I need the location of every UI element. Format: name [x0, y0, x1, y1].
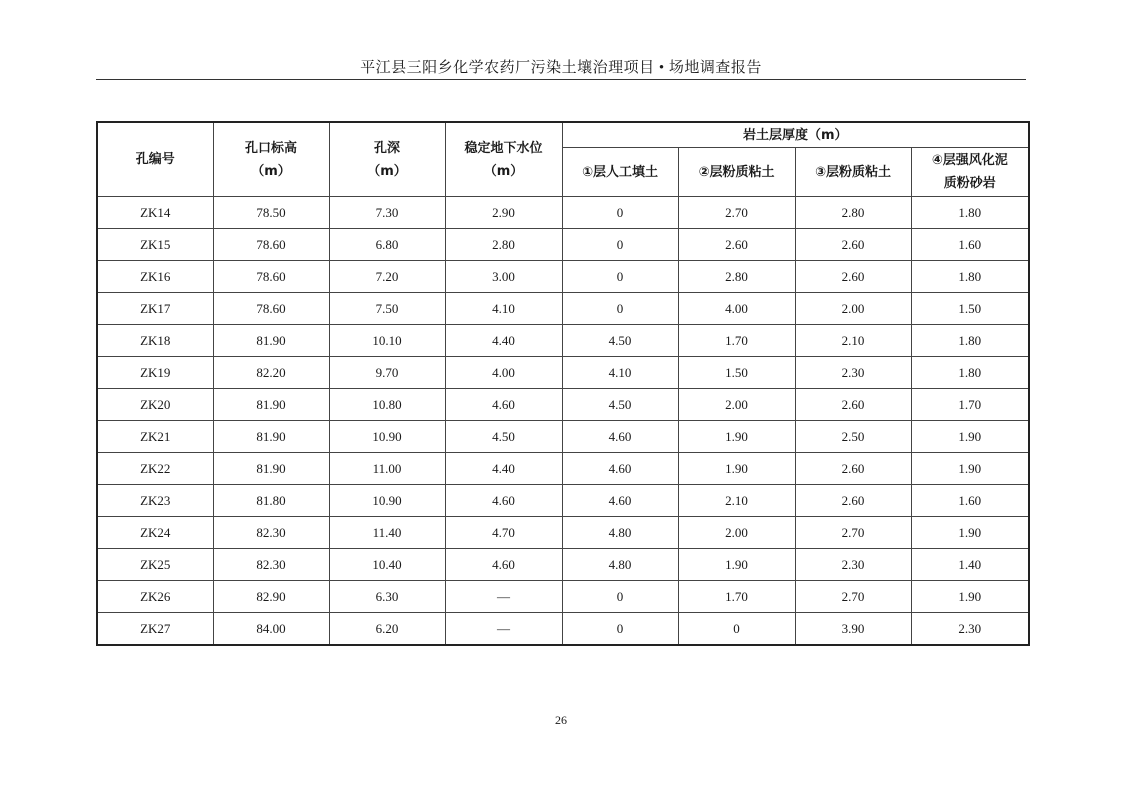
cell-layer-1: 0	[562, 229, 678, 261]
table-row	[97, 613, 1029, 646]
table-body	[97, 197, 1029, 646]
cell-depth: 11.40	[329, 517, 445, 549]
cell-layer-3: 2.60	[795, 485, 911, 517]
cell-layer-3: 2.60	[795, 229, 911, 261]
table-row	[97, 357, 1029, 389]
table-row	[97, 485, 1029, 517]
header-depth-label: 孔深	[373, 140, 400, 156]
cell-layer-2: 2.10	[678, 485, 795, 517]
table-row	[97, 389, 1029, 421]
cell-layer-1: 0	[562, 261, 678, 293]
cell-layer-2: 1.90	[678, 453, 795, 485]
cell-hole-id: ZK24	[97, 517, 213, 549]
cell-layer-4: 1.70	[911, 389, 1029, 421]
cell-layer-3: 2.60	[795, 453, 911, 485]
cell-layer-1: 4.50	[562, 325, 678, 357]
cell-hole-id: ZK22	[97, 453, 213, 485]
cell-layer-4: 2.30	[911, 613, 1029, 646]
cell-layer-2: 2.70	[678, 197, 795, 229]
cell-layer-2: 2.60	[678, 229, 795, 261]
cell-layer-2: 2.00	[678, 517, 795, 549]
cell-layer-4: 1.90	[911, 421, 1029, 453]
cell-elevation: 78.50	[213, 197, 329, 229]
page-number: 26	[555, 713, 567, 727]
cell-hole-id: ZK27	[97, 613, 213, 646]
cell-layer-1: 4.60	[562, 453, 678, 485]
cell-water-level: 4.00	[445, 357, 562, 389]
cell-elevation: 81.90	[213, 421, 329, 453]
cell-layer-2: 4.00	[678, 293, 795, 325]
cell-water-level: 4.10	[445, 293, 562, 325]
cell-hole-id: ZK16	[97, 261, 213, 293]
table-row	[97, 229, 1029, 261]
cell-layer-2: 0	[678, 613, 795, 646]
cell-water-level: 2.80	[445, 229, 562, 261]
cell-water-level: 3.00	[445, 261, 562, 293]
table-row	[97, 325, 1029, 357]
header-layer-thickness-group: 岩土层厚度（m）	[562, 122, 1029, 148]
cell-elevation: 81.80	[213, 485, 329, 517]
table-row	[97, 549, 1029, 581]
table-row	[97, 453, 1029, 485]
cell-hole-id: ZK26	[97, 581, 213, 613]
cell-depth: 11.00	[329, 453, 445, 485]
header-depth-unit: （m）	[367, 163, 407, 179]
cell-elevation: 82.30	[213, 549, 329, 581]
header-divider	[96, 79, 1026, 80]
page-header-title: 平江县三阳乡化学农药厂污染土壤治理项目 • 场地调查报告	[360, 60, 762, 76]
cell-layer-4: 1.80	[911, 197, 1029, 229]
header-layer-3: ③层粉质粘土	[795, 148, 911, 197]
cell-layer-1: 4.80	[562, 549, 678, 581]
header-elevation-unit: （m）	[251, 163, 291, 179]
cell-elevation: 82.30	[213, 517, 329, 549]
cell-layer-3: 3.90	[795, 613, 911, 646]
cell-layer-2: 1.90	[678, 549, 795, 581]
cell-depth: 6.80	[329, 229, 445, 261]
cell-water-level: 4.70	[445, 517, 562, 549]
cell-layer-1: 0	[562, 293, 678, 325]
cell-layer-2: 1.70	[678, 325, 795, 357]
cell-elevation: 82.20	[213, 357, 329, 389]
cell-layer-4: 1.40	[911, 549, 1029, 581]
cell-depth: 6.30	[329, 581, 445, 613]
cell-layer-1: 0	[562, 581, 678, 613]
cell-layer-4: 1.90	[911, 581, 1029, 613]
cell-layer-1: 4.60	[562, 485, 678, 517]
cell-elevation: 78.60	[213, 293, 329, 325]
cell-layer-3: 2.30	[795, 357, 911, 389]
cell-layer-1: 4.60	[562, 421, 678, 453]
cell-layer-3: 2.00	[795, 293, 911, 325]
cell-layer-1: 0	[562, 197, 678, 229]
cell-elevation: 81.90	[213, 453, 329, 485]
table-row	[97, 261, 1029, 293]
header-layer-2: ②层粉质粘土	[678, 148, 795, 197]
cell-layer-4: 1.80	[911, 261, 1029, 293]
cell-depth: 7.20	[329, 261, 445, 293]
cell-layer-4: 1.60	[911, 485, 1029, 517]
cell-layer-4: 1.80	[911, 357, 1029, 389]
cell-layer-3: 2.30	[795, 549, 911, 581]
cell-depth: 10.90	[329, 421, 445, 453]
cell-layer-3: 2.50	[795, 421, 911, 453]
cell-hole-id: ZK20	[97, 389, 213, 421]
cell-hole-id: ZK21	[97, 421, 213, 453]
header-elevation	[213, 122, 329, 197]
cell-layer-1: 4.10	[562, 357, 678, 389]
cell-elevation: 84.00	[213, 613, 329, 646]
header-water-level-unit: （m）	[483, 163, 524, 179]
cell-layer-3: 2.10	[795, 325, 911, 357]
header-layer-4-line-1: ④层强风化泥	[931, 153, 1008, 168]
cell-elevation: 78.60	[213, 229, 329, 261]
cell-water-level: 4.60	[445, 389, 562, 421]
cell-layer-4: 1.50	[911, 293, 1029, 325]
cell-hole-id: ZK17	[97, 293, 213, 325]
cell-water-level: 4.40	[445, 453, 562, 485]
header-water-level	[445, 122, 562, 197]
header-hole-id: 孔编号	[97, 122, 213, 197]
cell-layer-3: 2.60	[795, 261, 911, 293]
cell-hole-id: ZK15	[97, 229, 213, 261]
cell-elevation: 81.90	[213, 389, 329, 421]
cell-layer-2: 2.00	[678, 389, 795, 421]
cell-layer-4: 1.90	[911, 517, 1029, 549]
cell-layer-1: 4.80	[562, 517, 678, 549]
cell-elevation: 82.90	[213, 581, 329, 613]
cell-water-level: 4.60	[445, 549, 562, 581]
cell-layer-1: 4.50	[562, 389, 678, 421]
cell-hole-id: ZK25	[97, 549, 213, 581]
cell-water-level: 2.90	[445, 197, 562, 229]
cell-depth: 10.40	[329, 549, 445, 581]
cell-water-level: 4.40	[445, 325, 562, 357]
cell-layer-3: 2.60	[795, 389, 911, 421]
cell-water-level: 4.50	[445, 421, 562, 453]
cell-depth: 9.70	[329, 357, 445, 389]
header-layer-1: ①层人工填土	[562, 148, 678, 197]
header-layer-4-line-2: 质粉砂岩	[943, 176, 996, 191]
header-elevation-label: 孔口标高	[244, 140, 297, 156]
cell-hole-id: ZK19	[97, 357, 213, 389]
cell-elevation: 78.60	[213, 261, 329, 293]
cell-depth: 10.80	[329, 389, 445, 421]
cell-layer-2: 1.90	[678, 421, 795, 453]
cell-layer-3: 2.70	[795, 581, 911, 613]
header-layer-4	[911, 148, 1029, 197]
cell-layer-2: 2.80	[678, 261, 795, 293]
table-row	[97, 421, 1029, 453]
cell-layer-3: 2.70	[795, 517, 911, 549]
table-row	[97, 581, 1029, 613]
cell-depth: 7.50	[329, 293, 445, 325]
cell-layer-1: 0	[562, 613, 678, 646]
cell-layer-4: 1.90	[911, 453, 1029, 485]
table-row	[97, 293, 1029, 325]
cell-layer-3: 2.80	[795, 197, 911, 229]
cell-water-level: —	[445, 581, 562, 613]
borehole-data-table	[96, 121, 1030, 646]
cell-water-level: 4.60	[445, 485, 562, 517]
cell-depth: 6.20	[329, 613, 445, 646]
header-depth	[329, 122, 445, 197]
cell-layer-4: 1.60	[911, 229, 1029, 261]
cell-depth: 10.10	[329, 325, 445, 357]
cell-layer-2: 1.50	[678, 357, 795, 389]
table-row	[97, 197, 1029, 229]
cell-elevation: 81.90	[213, 325, 329, 357]
cell-hole-id: ZK14	[97, 197, 213, 229]
header-water-level-label: 稳定地下水位	[464, 140, 543, 156]
cell-water-level: —	[445, 613, 562, 646]
cell-layer-4: 1.80	[911, 325, 1029, 357]
cell-hole-id: ZK18	[97, 325, 213, 357]
cell-depth: 10.90	[329, 485, 445, 517]
table-row	[97, 517, 1029, 549]
cell-hole-id: ZK23	[97, 485, 213, 517]
cell-layer-2: 1.70	[678, 581, 795, 613]
cell-depth: 7.30	[329, 197, 445, 229]
